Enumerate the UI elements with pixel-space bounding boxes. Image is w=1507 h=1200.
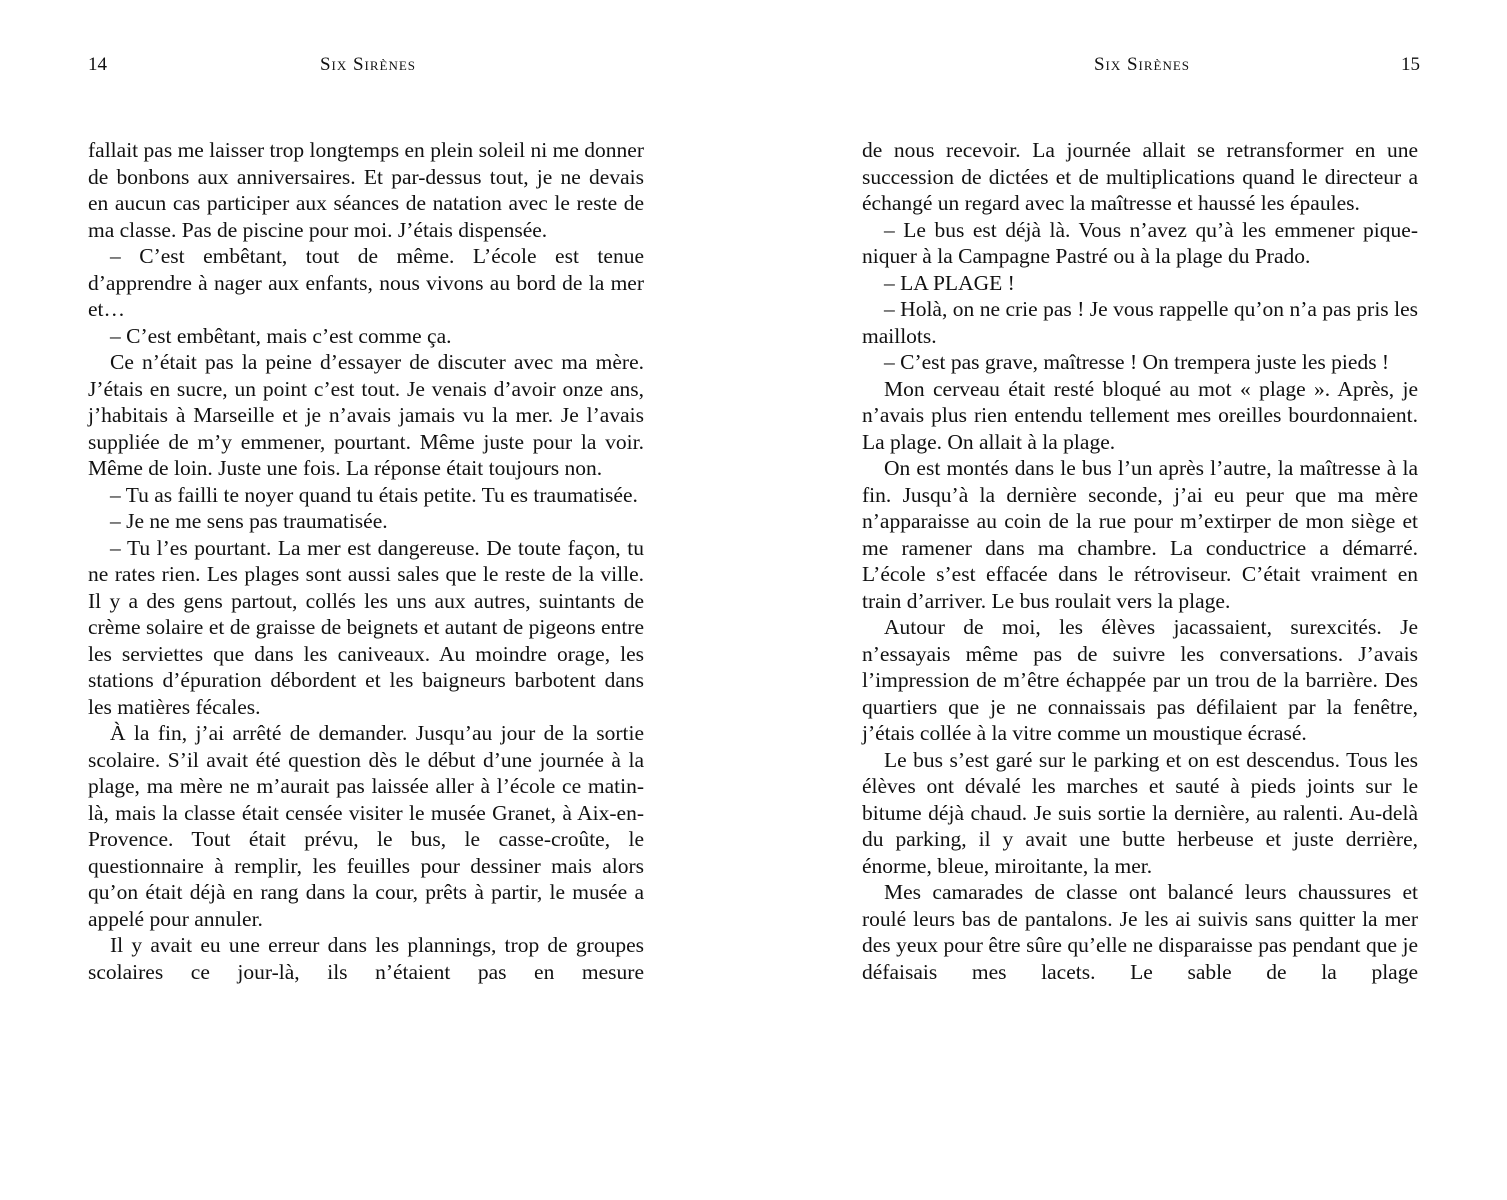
paragraph: – C’est embêtant, tout de même. L’école est tenue d’apprendre à nager aux enfants, nous vivons au bord de la mer et… [88,244,644,321]
running-head [88,50,648,80]
paragraph: – C’est pas grave, maîtresse ! On trempera juste les pieds ! [884,350,1390,374]
paragraph: Mon cerveau était resté bloqué au mot « plage ». Après, je n’avais plus rien entendu tellement mes oreilles bourdonnaient. La plage. On allait à la plage. [862,376,1418,454]
left-page [88,0,648,1200]
running-title: Six Sirènes [319,54,417,75]
paragraph: Mes camarades de classe ont balancé leurs chaussures et roulé leurs bas de pantalons. Je les ai suivis sans quitter la mer des yeux pour être sûre qu’elle ne disparaisse pas pendant que je défaisais mes lacets. Le sable de la plage [862,880,1418,984]
paragraph: Le bus s’est garé sur le parking et on est descendus. Tous les élèves ont dévalé les marches et sauté à pieds joints sur le bitume déjà chaud. Je suis sortie la dernière, au ralenti. Au-delà du parking, il y avait une butte herbeuse et juste derrière, énorme, bleue, miroitante, la mer. [862,747,1418,878]
paragraph: de nous recevoir. La journée allait se retransformer en une succession de dictées et de multiplications quand le directeur a échangé un regard avec la maîtresse et haussé les épaules. [862,138,1418,215]
paragraph: – LA PLAGE ! [884,270,1015,295]
paragraph: À la fin, j’ai arrêté de demander. Jusqu’au jour de la sortie scolaire. S’il avait été question dès le début d’une journée à la plage, ma mère ne m’aurait pas laissée aller à l’école ce matin-là, mais la classe était censée visiter le musée Granet, à Aix-en-Provence. Tout était prévu, le bus, le casse-croûte, le questionnaire à remplir, les feuilles pour dessiner mais alors qu’on était déjà en rang dans la cour, prêts à partir, le musée a appelé pour annuler. [88,721,644,931]
running-head [862,50,1422,80]
page-number: 15 [1401,54,1420,75]
body-text [88,137,644,985]
paragraph: fallait pas me laisser trop longtemps en plein soleil ni me donner de bonbons aux anniversaires. Et par-dessus tout, je ne devais en aucun cas participer aux séances de natation avec le reste de ma classe. Pas de piscine pour moi. J’étais dispensée. [88,138,644,242]
paragraph: – Je ne me sens pas traumatisée. [110,509,388,533]
paragraph: Autour de moi, les élèves jacassaient, surexcités. Je n’essayais même pas de suivre les conversations. J’avais l’impression de m’être échappée par un trou de la barrière. Des quartiers que je ne connaissais pas défilaient par la fenêtre, j’étais collée à la vitre comme un moustique écrasé. [862,615,1418,745]
paragraph: – Tu l’es pourtant. La mer est dangereuse. De toute façon, tu ne rates rien. Les plages sont aussi sales que le reste de la ville. Il y a des gens partout, collés les uns aux autres, suintants de crème solaire et de graisse de beignets et autant de pigeons entre les serviettes que dans les caniveaux. Au moindre orage, les stations d’épuration débordent et les baigneurs barbotent dans les matières fécales. [88,535,644,719]
paragraph: Ce n’était pas la peine d’essayer de discuter avec ma mère. J’étais en sucre, un point c’est tout. Je venais d’avoir onze ans, j’habitais à Marseille et je n’avais jamais vu la mer. Je l’avais suppliée de m’y emmener, pourtant. Même juste pour la voir. Même de loin. Juste une fois. La réponse était toujours non. [88,350,644,480]
right-page [862,0,1422,1200]
body-text [862,137,1418,985]
paragraph: – C’est embêtant, mais c’est comme ça. [110,323,452,348]
paragraph: – Tu as failli te noyer quand tu étais petite. Tu es traumatisée. [110,482,638,507]
running-title: Six Sirènes [1093,54,1191,75]
paragraph: – Holà, on ne crie pas ! Je vous rappelle qu’on n’a pas pris les maillots. [862,297,1418,348]
paragraph: On est montés dans le bus l’un après l’autre, la maîtresse à la fin. Jusqu’à la dernière seconde, j’ai eu peur que ma mère n’apparaisse au coin de la rue pour m’extirper de mon siège et me ramener dans ma chambre. La conductrice a démarré. L’école s’est effacée dans le rétroviseur. C’était vraiment en train d’arriver. Le bus roulait vers la plage. [862,456,1418,613]
paragraph: – Le bus est déjà là. Vous n’avez qu’à les emmener pique-niquer à la Campagne Pastré ou à la plage du Prado. [862,217,1418,268]
page-number: 14 [88,54,107,75]
paragraph: Il y avait eu une erreur dans les plannings, trop de groupes scolaires ce jour-là, ils n’étaient pas en mesure [88,933,644,984]
